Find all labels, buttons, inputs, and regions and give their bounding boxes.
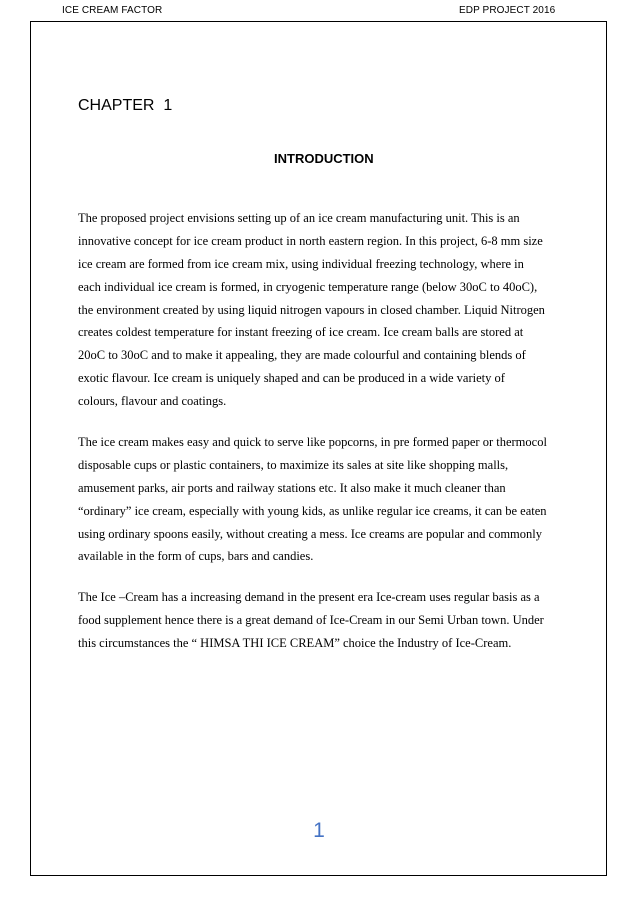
paragraph-line: disposable cups or plastic containers, to maximize its sales at site like shopping malls, bbox=[78, 457, 509, 472]
paragraph-line: available in the form of cups, bars and candies. bbox=[78, 549, 314, 564]
paragraph-line: colours, flavour and coatings. bbox=[78, 394, 227, 409]
paragraph-line: using ordinary spoons easily, without creating a mess. Ice creams are popular and commonly bbox=[78, 526, 542, 541]
paragraph-2 bbox=[78, 431, 568, 568]
paragraph-line: creates coldest temperature for instant freezing of ice cream. Ice cream balls are stored at bbox=[78, 325, 524, 340]
paragraph-line: The proposed project envisions setting up of an ice cream manufacturing unit. This is an bbox=[78, 211, 520, 225]
paragraph-line: this circumstances the “ HIMSA THI ICE CREAM” choice the Industry of Ice-Cream. bbox=[78, 635, 512, 650]
paragraph-line: ice cream are formed from ice cream mix, using individual freezing technology, where in bbox=[78, 256, 524, 271]
paragraph-3 bbox=[78, 586, 568, 655]
paragraph-line: innovative concept for ice cream product in north eastern region. In this project, 6-8 mm size bbox=[78, 233, 543, 248]
paragraph-line: 20oC to 30oC and to make it appealing, they are made colourful and containing blends of bbox=[78, 348, 526, 363]
paragraph-line: food supplement hence there is a great demand of Ice-Cream in our Semi Urban town. Under bbox=[78, 612, 544, 627]
page-number: 1 bbox=[313, 819, 325, 842]
paragraph-line: the environment created by using liquid nitrogen vapours in closed chamber. Liquid Nitrogen bbox=[78, 302, 545, 317]
section-title: INTRODUCTION bbox=[274, 151, 374, 166]
paragraph-line: The ice cream makes easy and quick to serve like popcorns, in pre formed paper or thermocol bbox=[78, 435, 547, 449]
paragraph-line: The Ice –Cream has a increasing demand in the present era Ice-cream uses regular basis as a bbox=[78, 590, 540, 604]
chapter-heading: CHAPTER 1 bbox=[78, 97, 173, 114]
paragraph-line: “ordinary” ice cream, especially with young kids, as unlike regular ice creams, it can be eaten bbox=[78, 503, 547, 518]
paragraph-line: each individual ice cream is formed, in cryogenic temperature range (below 30oC to 40oC), bbox=[78, 279, 538, 294]
paragraph-line: exotic flavour. Ice cream is uniquely shaped and can be produced in a wide variety of bbox=[78, 371, 505, 386]
header-right: EDP PROJECT 2016 bbox=[459, 5, 556, 16]
paragraph-1 bbox=[78, 207, 568, 413]
header-left: ICE CREAM FACTOR bbox=[62, 5, 163, 16]
paragraph-line: amusement parks, air ports and railway stations etc. It also make it much cleaner than bbox=[78, 480, 506, 495]
